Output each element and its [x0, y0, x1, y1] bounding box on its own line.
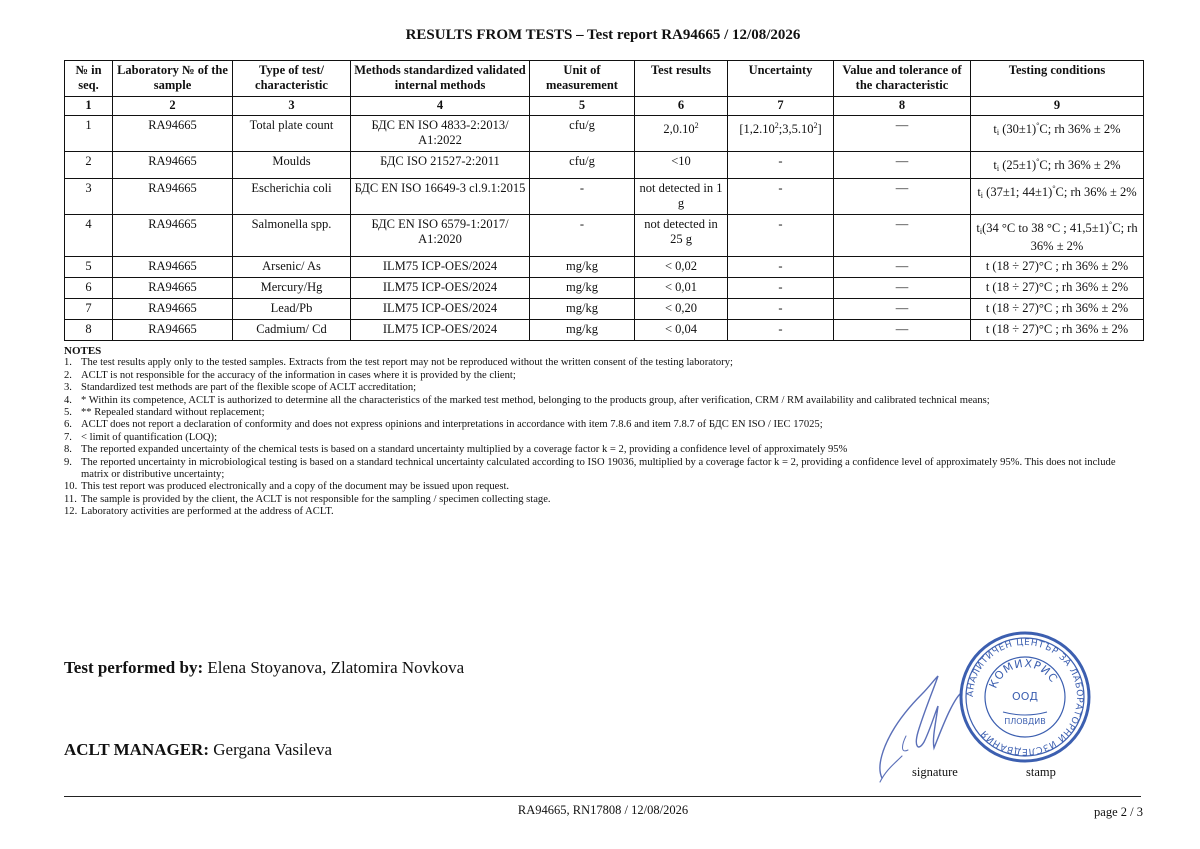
cell-tolerance: — [834, 320, 971, 341]
cond-t: t [976, 221, 980, 235]
cell-uncertainty [728, 116, 834, 152]
cell-sample: RA94665 [113, 215, 233, 257]
note-text: ACLT does not report a declaration of conformity and does not express opinions and interpretations in accordance with item 7.8.6 and item 7.8.7 of БДС EN ISO / IEC 17025; [81, 419, 823, 431]
cell-sample: RA94665 [113, 152, 233, 179]
cell-tolerance: — [834, 215, 971, 257]
cond-t-index: i [996, 128, 1000, 137]
cell-method: ILM75 ICP-OES/2024 [351, 278, 530, 299]
cond-degree: ° [1109, 220, 1113, 229]
cell-tolerance: — [834, 299, 971, 320]
cell-method: БДС ISO 21527-2:2011 [351, 152, 530, 179]
header-seq: № in seq. [65, 61, 113, 97]
note-item [64, 419, 1144, 431]
note-item [64, 494, 1144, 506]
results-table [64, 60, 1144, 341]
note-text: * Within its competence, ACLT is authorized to determine all the characteristics of the marked test method, belonging to the products group, after verification, CRM / RM availability and calibrated technical means; [81, 394, 990, 406]
note-item [64, 395, 1144, 407]
note-text: ACLT is not responsible for the accuracy of the information in cases where it is provided by the client; [81, 369, 516, 381]
cell-uncertainty: - [728, 179, 834, 215]
report-title: RESULTS FROM TESTS – Test report RA94665 / 12/08/2026 [405, 27, 801, 43]
cell-conditions [971, 179, 1144, 215]
cond-main: (37±1; 44±1) [983, 185, 1053, 199]
cell-seq: 7 [65, 299, 113, 320]
cell-unit: mg/kg [530, 299, 635, 320]
stamp-outer-text: АНАЛИТИЧЕН ЦЕНТЪР ЗА ЛАБОРАТОРНИ ИЗСЛЕДВАНИЯ [965, 637, 1085, 757]
cell-test: Escherichia coli [233, 179, 351, 215]
footer-reference: RA94665, RN17808 / 12/08/2026 [517, 803, 689, 817]
signature-label: signature [912, 765, 958, 779]
cell-result: < 0,01 [635, 278, 728, 299]
header-tolerance: Value and tolerance of the characteristic [834, 61, 971, 97]
note-number: 2. [64, 369, 72, 381]
manager-name: Gergana Vasileva [209, 740, 333, 759]
header-unit: Unit of measurement [530, 61, 635, 97]
column-number: 3 [233, 97, 351, 116]
column-number: 7 [728, 97, 834, 116]
cond-main: (30±1) [999, 122, 1037, 136]
note-item [64, 370, 1144, 382]
cell-conditions: t (18 ÷ 27)°C ; rh 36% ± 2% [971, 320, 1144, 341]
unc-exponent: 2 [813, 121, 818, 130]
note-item [64, 457, 1144, 482]
cell-conditions: t (18 ÷ 27)°C ; rh 36% ± 2% [971, 257, 1144, 278]
cond-tail: C; rh 36% ± 2% [1055, 185, 1137, 199]
cond-main: (34 °C to 38 °C ; 41,5±1) [982, 221, 1110, 235]
header-method: Methods standardized validated internal methods [351, 61, 530, 97]
column-number: 5 [530, 97, 635, 116]
cell-result: not detected in 1 g [635, 179, 728, 215]
cell-method: БДС EN ISO 4833-2:2013/ A1:2022 [351, 116, 530, 152]
table-row [65, 152, 1144, 179]
note-number: 8. [64, 444, 72, 456]
note-item [64, 407, 1144, 419]
unc-part: ;3,5.10 [778, 122, 814, 136]
cell-seq: 5 [65, 257, 113, 278]
performed-label: Test performed by: [64, 658, 204, 677]
note-number: 10. [64, 481, 78, 493]
note-item [64, 444, 1144, 456]
cell-uncertainty: - [728, 320, 834, 341]
table-row [65, 179, 1144, 215]
note-number: 4. [64, 394, 72, 406]
test-performed-by [64, 658, 464, 678]
cell-sample: RA94665 [113, 116, 233, 152]
cell-method: БДС EN ISO 16649-3 cl.9.1:2015 [351, 179, 530, 215]
cell-uncertainty: - [728, 152, 834, 179]
notes-list [64, 357, 1144, 518]
cell-result: < 0,20 [635, 299, 728, 320]
cell-result: < 0,04 [635, 320, 728, 341]
unc-exponent: 2 [774, 121, 779, 130]
column-number: 2 [113, 97, 233, 116]
note-number: 1. [64, 357, 72, 369]
cond-tail: C; rh 36% ± 2% [1039, 158, 1121, 172]
cell-uncertainty: - [728, 278, 834, 299]
header-test: Type of test/ characteristic [233, 61, 351, 97]
svg-text:КОМИХРИС [987, 657, 1061, 690]
cell-unit: - [530, 179, 635, 215]
table-header-row [65, 61, 1144, 97]
cond-t: t [977, 185, 981, 199]
cell-conditions [971, 152, 1144, 179]
note-text: The reported expanded uncertainty of the chemical tests is based on a standard uncertainty multiplied by a coverage factor k = 2, providing a confidence level of approximately 95% [81, 444, 848, 456]
cell-tolerance: — [834, 278, 971, 299]
footer-divider [64, 796, 1141, 797]
header-sample: Laboratory № of the sample [113, 61, 233, 97]
column-number: 6 [635, 97, 728, 116]
header-conditions: Testing conditions [971, 61, 1144, 97]
column-number: 8 [834, 97, 971, 116]
manager-label: ACLT MANAGER: [64, 740, 209, 759]
cell-seq: 6 [65, 278, 113, 299]
cell-uncertainty: - [728, 299, 834, 320]
note-text: The sample is provided by the client, the ACLT is not responsible for the sampling / specimen collecting stage. [81, 493, 551, 505]
cell-unit: cfu/g [530, 116, 635, 152]
cond-degree: ° [1036, 157, 1040, 166]
cell-sample: RA94665 [113, 278, 233, 299]
note-text: ** Repealed standard without replacement; [81, 407, 265, 419]
table-row [65, 116, 1144, 152]
cell-unit: cfu/g [530, 152, 635, 179]
cell-method: ILM75 ICP-OES/2024 [351, 320, 530, 341]
laboratory-stamp [958, 630, 1092, 764]
note-number: 12. [64, 506, 78, 518]
cell-test: Arsenic/ As [233, 257, 351, 278]
note-text: This test report was produced electronically and a copy of the document may be issued upon request. [81, 481, 510, 493]
table-row [65, 320, 1144, 341]
unc-part: ] [817, 122, 822, 136]
cell-sample: RA94665 [113, 320, 233, 341]
cell-result [635, 116, 728, 152]
note-text: The test results apply only to the tested samples. Extracts from the test report may not be reproduced without the written consent of the testing laboratory; [81, 357, 733, 369]
cell-tolerance: — [834, 257, 971, 278]
cell-unit: mg/kg [530, 257, 635, 278]
table-row [65, 299, 1144, 320]
result-exponent: 2 [694, 121, 699, 130]
header-uncertainty: Uncertainty [728, 61, 834, 97]
cond-t-index: i [980, 191, 984, 200]
unc-part: [1,2.10 [739, 122, 775, 136]
note-number: 7. [64, 431, 72, 443]
column-number: 4 [351, 97, 530, 116]
table-row [65, 215, 1144, 257]
note-number: 9. [64, 456, 72, 468]
cell-result: not detected in 25 g [635, 215, 728, 257]
cell-test: Salmonella spp. [233, 215, 351, 257]
cell-seq: 8 [65, 320, 113, 341]
cond-tail: C; rh 36% ± 2% [1030, 221, 1138, 253]
header-result: Test results [635, 61, 728, 97]
cell-seq: 1 [65, 116, 113, 152]
cell-sample: RA94665 [113, 257, 233, 278]
note-text: < limit of quantification (LOQ); [81, 431, 218, 443]
column-number-row [65, 97, 1144, 116]
note-number: 5. [64, 407, 72, 419]
cell-test: Moulds [233, 152, 351, 179]
page-number: page 2 / 3 [1094, 805, 1143, 819]
cell-test: Total plate count [233, 116, 351, 152]
note-text: Laboratory activities are performed at the address of ACLT. [81, 506, 334, 518]
cell-method: ILM75 ICP-OES/2024 [351, 257, 530, 278]
note-item [64, 506, 1144, 518]
cell-test: Lead/Pb [233, 299, 351, 320]
cell-test: Mercury/Hg [233, 278, 351, 299]
note-text: The reported uncertainty in microbiological testing is based on a standard technical uncertainty calculated according to ISO 19036, multiplied by a coverage factor k = 2, providing a confidence level of approximately 95%. This does not include matrix or distributive uncertainty; [81, 456, 1116, 481]
cell-conditions [971, 116, 1144, 152]
cell-uncertainty: - [728, 215, 834, 257]
cell-method: БДС EN ISO 6579-1:2017/ A1:2020 [351, 215, 530, 257]
cell-tolerance: — [834, 152, 971, 179]
cond-t: t [993, 158, 997, 172]
cond-degree: ° [1036, 121, 1040, 130]
cell-seq: 2 [65, 152, 113, 179]
cond-degree: ° [1052, 184, 1056, 193]
stamp-city-text: ПЛОВДИВ [1004, 717, 1046, 726]
result-base: 2,0.10 [663, 122, 695, 136]
cell-unit: - [530, 215, 635, 257]
cell-method: ILM75 ICP-OES/2024 [351, 299, 530, 320]
cell-result: <10 [635, 152, 728, 179]
performed-names: Elena Stoyanova, Zlatomira Novkova [203, 658, 465, 677]
note-item [64, 481, 1144, 493]
cell-unit: mg/kg [530, 320, 635, 341]
cell-seq: 3 [65, 179, 113, 215]
note-item [64, 382, 1144, 394]
column-number: 9 [971, 97, 1144, 116]
column-number: 1 [65, 97, 113, 116]
cell-conditions [971, 215, 1144, 257]
cell-test: Cadmium/ Cd [233, 320, 351, 341]
cell-conditions: t (18 ÷ 27)°C ; rh 36% ± 2% [971, 278, 1144, 299]
stamp-inner-text: КОМИХРИС [986, 656, 1061, 691]
table-row [65, 257, 1144, 278]
cond-t: t [993, 122, 997, 136]
cond-main: (25±1) [999, 158, 1037, 172]
stamp-center-text: ООД [1012, 690, 1038, 703]
cell-unit: mg/kg [530, 278, 635, 299]
cond-t-index: i [979, 227, 983, 236]
aclt-manager [64, 740, 332, 760]
cell-uncertainty: - [728, 257, 834, 278]
notes-section [64, 345, 1144, 519]
cell-conditions: t (18 ÷ 27)°C ; rh 36% ± 2% [971, 299, 1144, 320]
note-number: 3. [64, 382, 72, 394]
note-text: Standardized test methods are part of the flexible scope of ACLT accreditation; [81, 382, 417, 394]
note-item [64, 432, 1144, 444]
cell-tolerance: — [834, 116, 971, 152]
cond-t-index: i [996, 164, 1000, 173]
cond-tail: C; rh 36% ± 2% [1039, 122, 1121, 136]
stamp-label: stamp [1026, 765, 1056, 779]
cell-tolerance: — [834, 179, 971, 215]
note-item [64, 357, 1144, 369]
cell-result: < 0,02 [635, 257, 728, 278]
table-row [65, 278, 1144, 299]
notes-title: NOTES [64, 345, 102, 357]
cell-seq: 4 [65, 215, 113, 257]
note-number: 6. [64, 419, 72, 431]
note-number: 11. [64, 493, 77, 505]
cell-sample: RA94665 [113, 179, 233, 215]
cell-sample: RA94665 [113, 299, 233, 320]
